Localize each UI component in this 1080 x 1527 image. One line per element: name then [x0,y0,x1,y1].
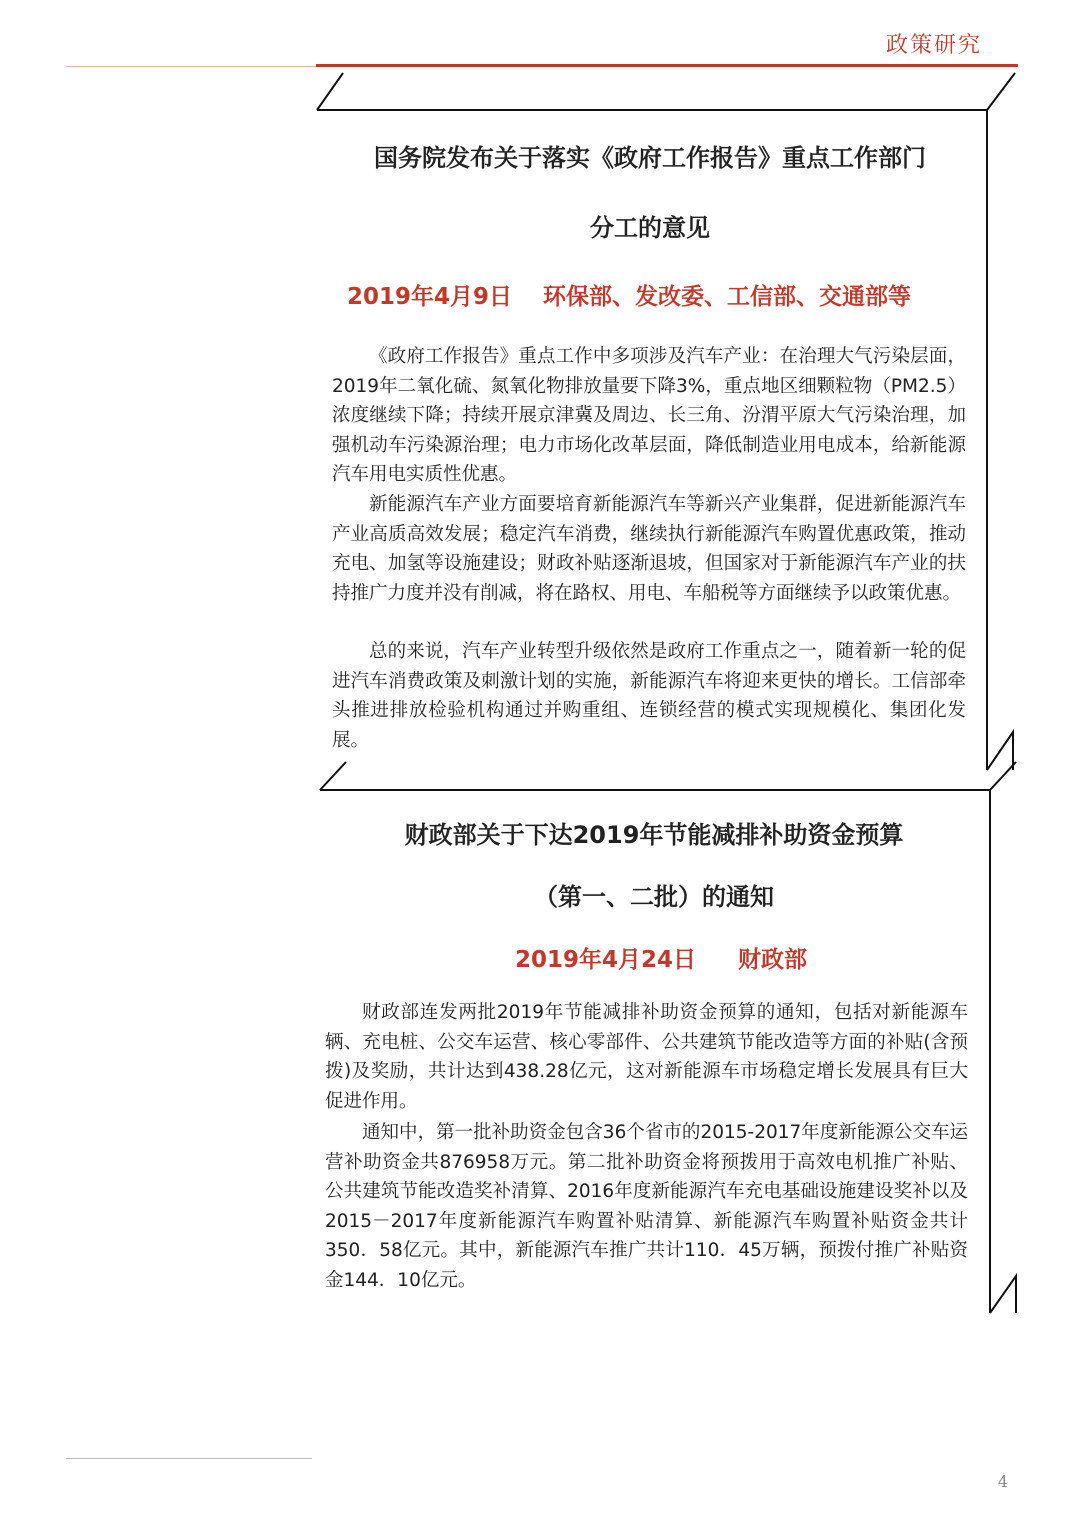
section-1-title-line1: 国务院发布关于落实《政府工作报告》重点工作部门 [374,144,926,172]
section-2-date: 2019年4月24日 [515,947,697,973]
section-2-title-line1: 财政部关于下达2019年节能减排补助资金预算 [404,821,904,849]
section-2-paragraph: 财政部连发两批2019年节能减排补助资金预算的通知，包括对新能源车辆、充电桩、公交车运营、核心零部件、公共建筑节能改造等方面的补贴(含预拨)及奖励，共计达到438.28亿元，这对新能源车市场稳定增长发展具有巨大促进作用。 [325,1002,968,1112]
section-1-title-line2: 分工的意见 [590,214,710,242]
section-2-title-line2: （第一、二批）的通知 [534,883,774,911]
section-1-departments: 环保部、发改委、工信部、交通部等 [543,284,911,310]
frame-fold-2 [990,1276,1016,1313]
section-2-departments: 财政部 [738,947,807,973]
page-number: 4 [997,1472,1008,1491]
section-1-paragraph: 新能源汽车产业方面要培育新能源汽车等新兴产业集群，促进新能源汽车产业高质高效发展；稳定汽车消费，继续执行新能源汽车购置优惠政策，推动充电、加氢等设施建设；财政补贴逐渐退坡，但国家对于新能源汽车产业的扶持推广力度并没有削减，将在路权、用电、车船税等方面继续予以政策优惠。 [332,494,966,604]
section-1-paragraph: 总的来说，汽车产业转型升级依然是政府工作重点之一，随着新一轮的促进汽车消费政策及刺激计划的实施，新能源汽车将迎来更快的增长。工信部牵头推进排放检验机构通过并购重组、连锁经营的模式实现规模化、集团化发展。 [332,641,966,751]
footer-divider [66,1458,312,1459]
section-1-paragraph: 《政府工作报告》重点工作中多项涉及汽车产业：在治理大气污染层面，2019年二氧化硫、氮氧化物排放量要下降3%，重点地区细颗粒物（PM2.5）浓度继续下降；持续开展京津冀及周边、长三角、汾渭平原大气污染治理，加强机动车污染源治理；电力市场化改革层面，降低制造业用电成本，给新能源汽车用电实质性优惠。 [332,346,966,485]
frame-mid [320,762,1016,790]
frame-top-right [317,73,1015,110]
section-2-paragraph: 通知中，第一批补助资金包含36个省市的2015-2017年度新能源公交车运营补助资金共876958万元。第二批补助资金将预拨用于高效电机推广补贴、公共建筑节能改造奖补清算、2016年度新能源汽车充电基础设施建设奖补以及2015－2017年度新能源汽车购置补贴清算、新能源汽车购置补贴资金共计350．58亿元。其中，新能源汽车推广共计110．45万辆，预拨付推广补贴资金144．10亿元。 [325,1122,968,1291]
section-1-date: 2019年4月9日 [347,284,513,310]
frame-top-left [317,73,343,110]
frame-fold-1 [987,732,1013,770]
section-label: 政策研究 [885,33,982,58]
frame-mid-left [320,762,346,790]
